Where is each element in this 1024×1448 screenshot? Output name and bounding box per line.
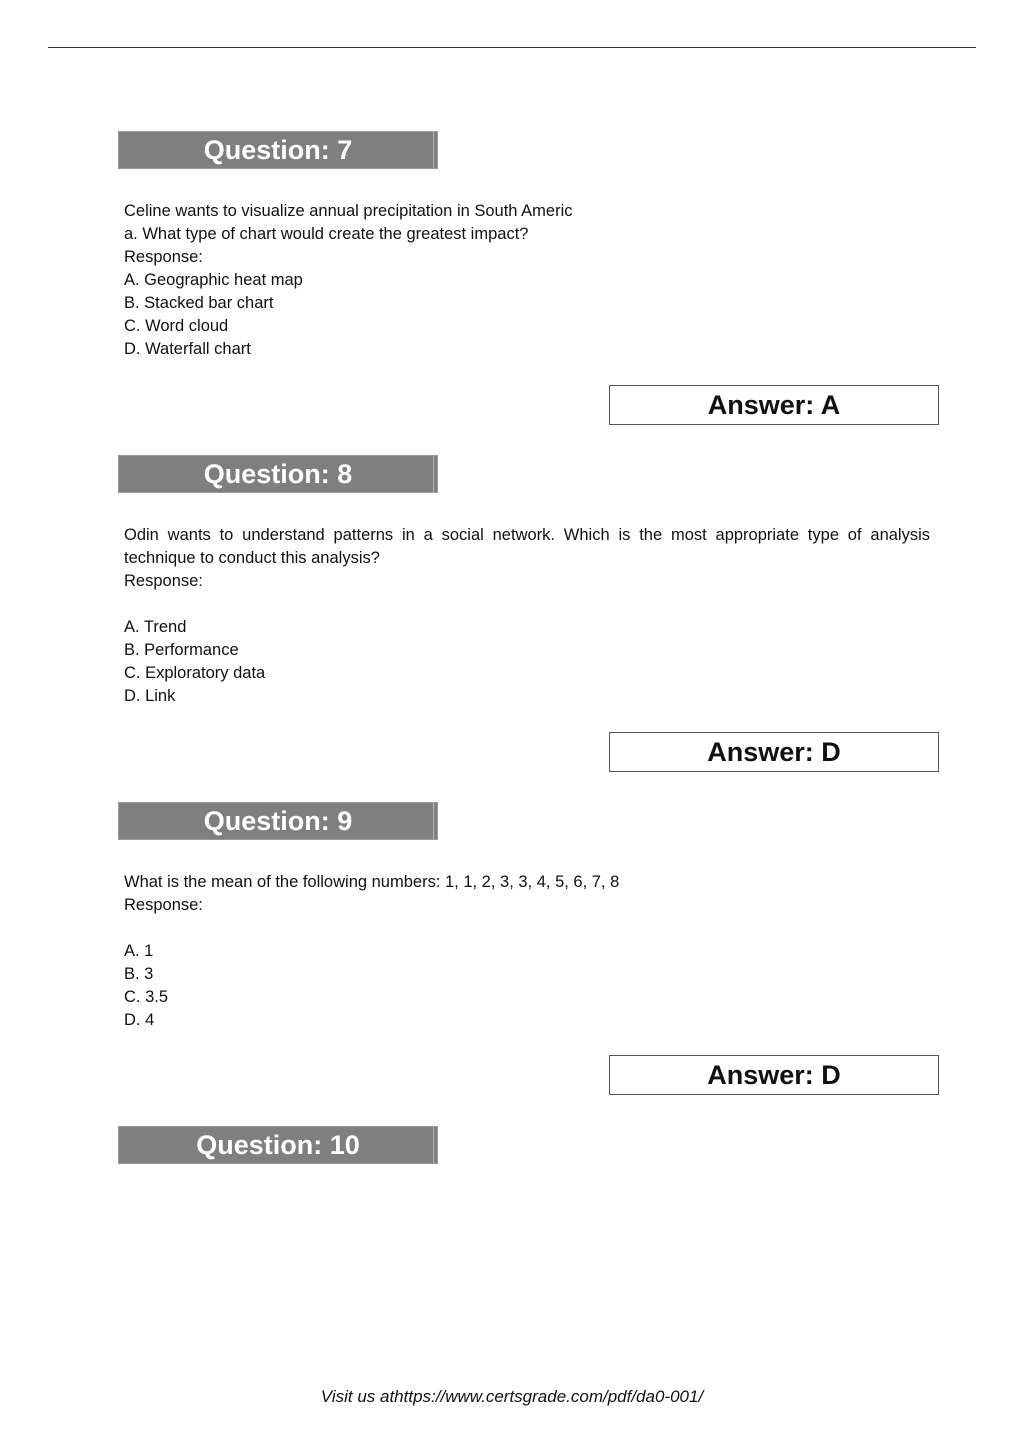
question-7-heading: [118, 131, 438, 169]
question-7-answer-box: [609, 385, 939, 425]
question-9-response-label: Response:: [124, 896, 203, 914]
question-7-line: a. What type of chart would create the greatest impact?: [124, 225, 529, 243]
question-7-option-c: C. Word cloud: [124, 317, 229, 335]
question-10-heading: [118, 1126, 438, 1164]
question-8-body: [124, 524, 930, 708]
question-9-heading-text: Question: 9: [203, 805, 353, 836]
question-7-answer-text: Answer: A: [707, 389, 841, 420]
question-8-heading: [118, 455, 438, 493]
question-8-heading-text: Question: 8: [203, 458, 353, 489]
question-7-body: [124, 200, 930, 361]
footer-link[interactable]: [0, 1387, 1024, 1407]
spacer: [124, 917, 930, 940]
question-7-heading-text: Question: 7: [203, 134, 353, 165]
question-9-line: What is the mean of the following numbers: 1, 1, 2, 3, 3, 4, 5, 6, 7, 8: [124, 873, 620, 891]
top-rule: [48, 47, 976, 48]
question-7-line: Celine wants to visualize annual precipitation in South Americ: [124, 202, 573, 220]
question-9-option-d: D. 4: [124, 1011, 155, 1029]
question-9-body: [124, 871, 930, 1032]
question-9-option-c: C. 3.5: [124, 988, 169, 1006]
question-9-option-a: A. 1: [124, 942, 154, 960]
question-7-response-label: Response:: [124, 248, 203, 266]
footer-link-text[interactable]: Visit us athttps://www.certsgrade.com/pdf/da0-001/: [320, 1387, 704, 1406]
question-8-response-label: Response:: [124, 572, 203, 590]
question-8-option-b: B. Performance: [124, 641, 239, 659]
question-8-option-c: C. Exploratory data: [124, 664, 266, 682]
question-9-answer-box: [609, 1055, 939, 1095]
spacer: [124, 593, 930, 616]
question-7-option-d: D. Waterfall chart: [124, 340, 251, 358]
question-8-answer-text: Answer: D: [707, 736, 841, 767]
question-8-paragraph: Odin wants to understand patterns in a social network. Which is the most appropriate type of analysis technique to conduct this analysis?: [124, 526, 930, 567]
question-8-option-a: A. Trend: [124, 618, 187, 636]
question-9-heading: [118, 802, 438, 840]
question-7-option-a: A. Geographic heat map: [124, 271, 303, 289]
question-8-option-d: D. Link: [124, 687, 176, 705]
question-10-heading-text: Question: 10: [196, 1129, 360, 1160]
question-7-option-b: B. Stacked bar chart: [124, 294, 274, 312]
question-9-answer-text: Answer: D: [707, 1059, 841, 1090]
question-9-option-b: B. 3: [124, 965, 154, 983]
question-8-answer-box: [609, 732, 939, 772]
